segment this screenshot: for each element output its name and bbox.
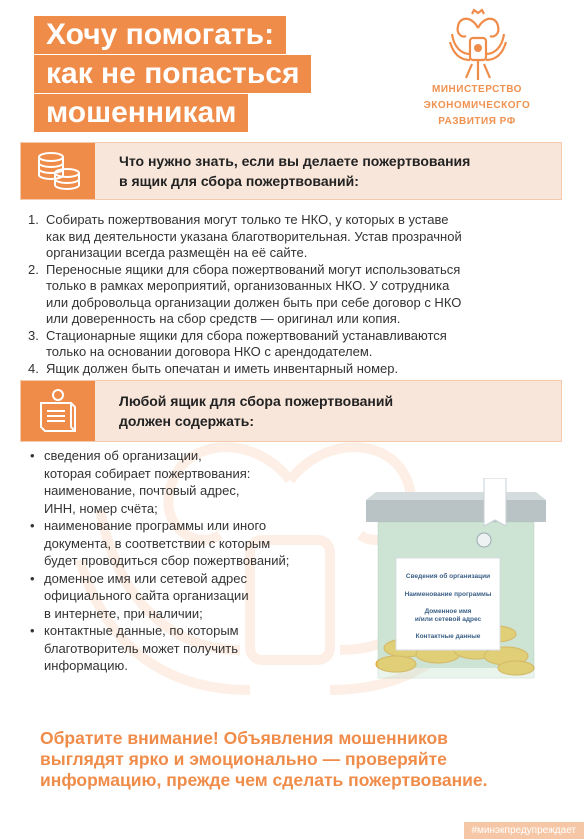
list-item: [30, 447, 350, 517]
heading-line: в ящик для сбора пожертвований:: [119, 173, 359, 189]
box-label-organization: Сведения об организации: [405, 573, 491, 580]
list-number: 4.: [28, 360, 39, 376]
list-line: информацию.: [44, 658, 128, 673]
list-line: документа, в соответствии с которым: [44, 535, 271, 551]
warning-line: Обратите внимание! Объявления мошенников: [40, 728, 448, 748]
section1-icon-box: [21, 143, 95, 199]
list-item: [28, 361, 548, 378]
title-line-2: как не попасться: [34, 55, 311, 93]
box-label-network-address: и/или сетевой адрес: [414, 616, 482, 623]
list-line: ИНН, номер счёта;: [44, 500, 158, 516]
box-label-domain: Доменное имя: [424, 608, 472, 615]
requirements-list: [28, 212, 548, 377]
list-number: 1.: [28, 212, 39, 227]
section1-header: [20, 142, 562, 200]
list-line: контактные данные, по которым: [44, 623, 239, 638]
list-line: Собирать пожертвования могут только те НКО, у которых в уставе: [46, 212, 449, 227]
list-item: [30, 622, 350, 675]
box-label-program: Наименование программы: [404, 591, 492, 598]
list-item: [30, 517, 350, 570]
list-item: [28, 212, 548, 262]
hashtag-badge: #минэкпредупреждает: [464, 822, 584, 839]
section2-header: [20, 380, 562, 442]
warning-line: информацию, прежде чем сделать пожертвование.: [40, 770, 488, 790]
ministry-name: [402, 82, 552, 130]
list-line: только на основании договора НКО с арендодателем.: [46, 344, 373, 359]
donation-box-icon: [35, 387, 81, 435]
section2-icon-box: [21, 381, 95, 441]
warning-note: [40, 728, 560, 791]
list-line: наименование, почтовый адрес,: [44, 483, 240, 498]
heading-line: Что нужно знать, если вы делаете пожертвования: [119, 153, 471, 169]
heading-line: должен содержать:: [119, 413, 255, 429]
list-line: Ящик должен быть опечатан и иметь инвентарный номер.: [46, 360, 399, 376]
double-headed-eagle-icon: [446, 8, 510, 84]
warning-line: выглядят ярко и эмоционально — проверяйте: [40, 749, 447, 769]
ministry-line: ЭКОНОМИЧЕСКОГО: [423, 100, 531, 111]
ministry-line: РАЗВИТИЯ РФ: [438, 116, 516, 127]
list-item: [28, 328, 548, 361]
list-item: [28, 262, 548, 328]
list-line: Переносные ящики для сбора пожертвований могут использоваться: [46, 261, 461, 277]
box-contents-list: [30, 447, 350, 675]
bullet-icon: •: [30, 518, 35, 533]
list-item: [30, 570, 350, 623]
coin-stack-icon: [33, 149, 83, 193]
list-number: 2.: [28, 261, 39, 277]
bullet-icon: •: [30, 448, 35, 463]
heading-line: Любой ящик для сбора пожертвований: [119, 393, 394, 409]
box-label-contacts: Контактные данные: [415, 633, 481, 640]
list-number: 3.: [28, 327, 39, 343]
title-line-1: Хочу помогать:: [34, 16, 286, 54]
list-line: только в рамках мероприятий, организованных НКО. У сотрудника: [46, 278, 450, 293]
section1-heading: [119, 151, 470, 191]
bullet-icon: •: [30, 570, 35, 586]
list-line: Стационарные ящики для сбора пожертвований устанавливаются: [46, 327, 447, 343]
list-line: сведения об организации,: [44, 448, 202, 463]
bullet-icon: •: [30, 623, 35, 638]
list-line: как вид деятельности указана благотворительная. Устав прозрачной: [46, 228, 462, 244]
list-line: в интернете, при наличии;: [44, 605, 203, 621]
list-line: благотворитель может получить: [44, 640, 239, 656]
list-line: организации всегда размещён на её сайте.: [46, 245, 308, 260]
donation-box-illustration: [356, 478, 556, 698]
list-line: будет проводиться сбор пожертвований;: [44, 553, 290, 568]
ministry-line: МИНИСТЕРСТВО: [432, 84, 522, 95]
list-line: наименование программы или иного: [44, 518, 267, 533]
list-line: которая собирает пожертвования:: [44, 465, 251, 481]
section2-heading: [119, 391, 393, 431]
list-line: доменное имя или сетевой адрес: [44, 570, 247, 586]
list-line: официального сайта организации: [44, 588, 249, 603]
list-line: или добровольца организации должен быть при себе договор с НКО: [46, 294, 462, 310]
list-line: или доверенность на сбор средств — оригинал или копия.: [46, 311, 401, 326]
title-line-3: мошенникам: [34, 94, 248, 132]
